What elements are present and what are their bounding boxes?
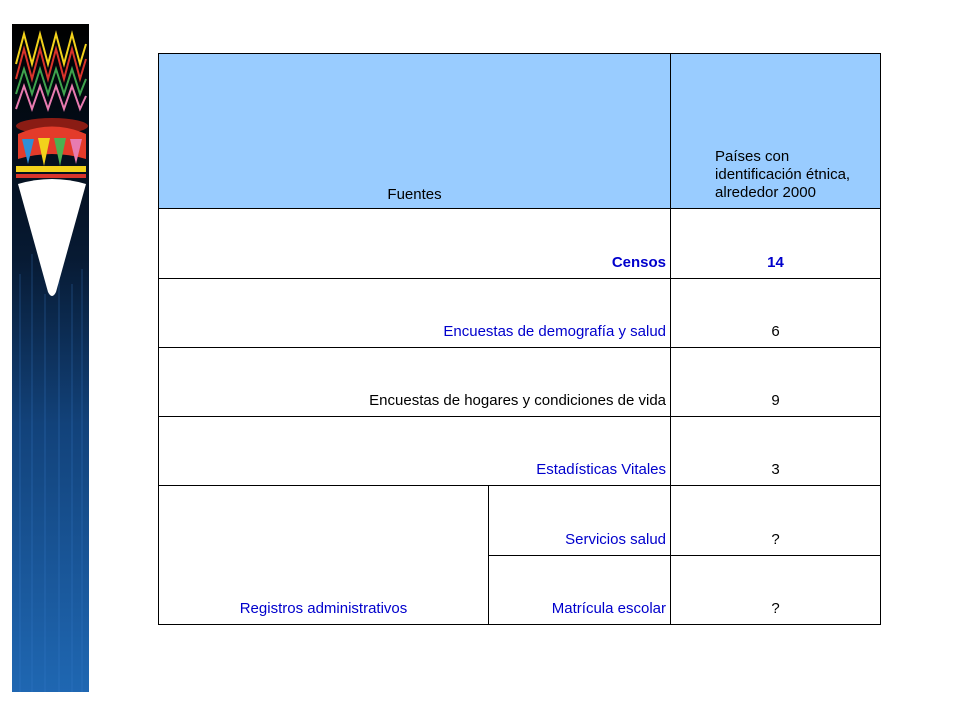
table-header-row <box>159 54 881 209</box>
table-row <box>159 279 881 348</box>
row-source-label: Encuestas de demografía y salud <box>159 279 671 348</box>
row-value: 14 <box>671 209 881 279</box>
subrow-source-label: Matrícula escolar <box>489 556 671 625</box>
header-paises: Países con identificación étnica, alrededor 2000 <box>671 54 881 209</box>
table-row <box>159 417 881 486</box>
table-row <box>159 486 881 556</box>
row-value: 9 <box>671 348 881 417</box>
row-value: 3 <box>671 417 881 486</box>
row-source-label: Censos <box>159 209 671 279</box>
header-fuentes: Fuentes <box>159 54 671 209</box>
table-row <box>159 348 881 417</box>
row-source-label: Encuestas de hogares y condiciones de vida <box>159 348 671 417</box>
row-source-label: Estadísticas Vitales <box>159 417 671 486</box>
row-value: 6 <box>671 279 881 348</box>
admin-records-label: Registros administrativos <box>159 486 489 625</box>
subrow-source-label: Servicios salud <box>489 486 671 556</box>
decorative-banner <box>12 24 89 692</box>
table-row <box>159 209 881 279</box>
subrow-value: ? <box>671 486 881 556</box>
tribal-mask-banner-graphic <box>12 24 89 692</box>
sources-table <box>158 53 881 625</box>
subrow-value: ? <box>671 556 881 625</box>
